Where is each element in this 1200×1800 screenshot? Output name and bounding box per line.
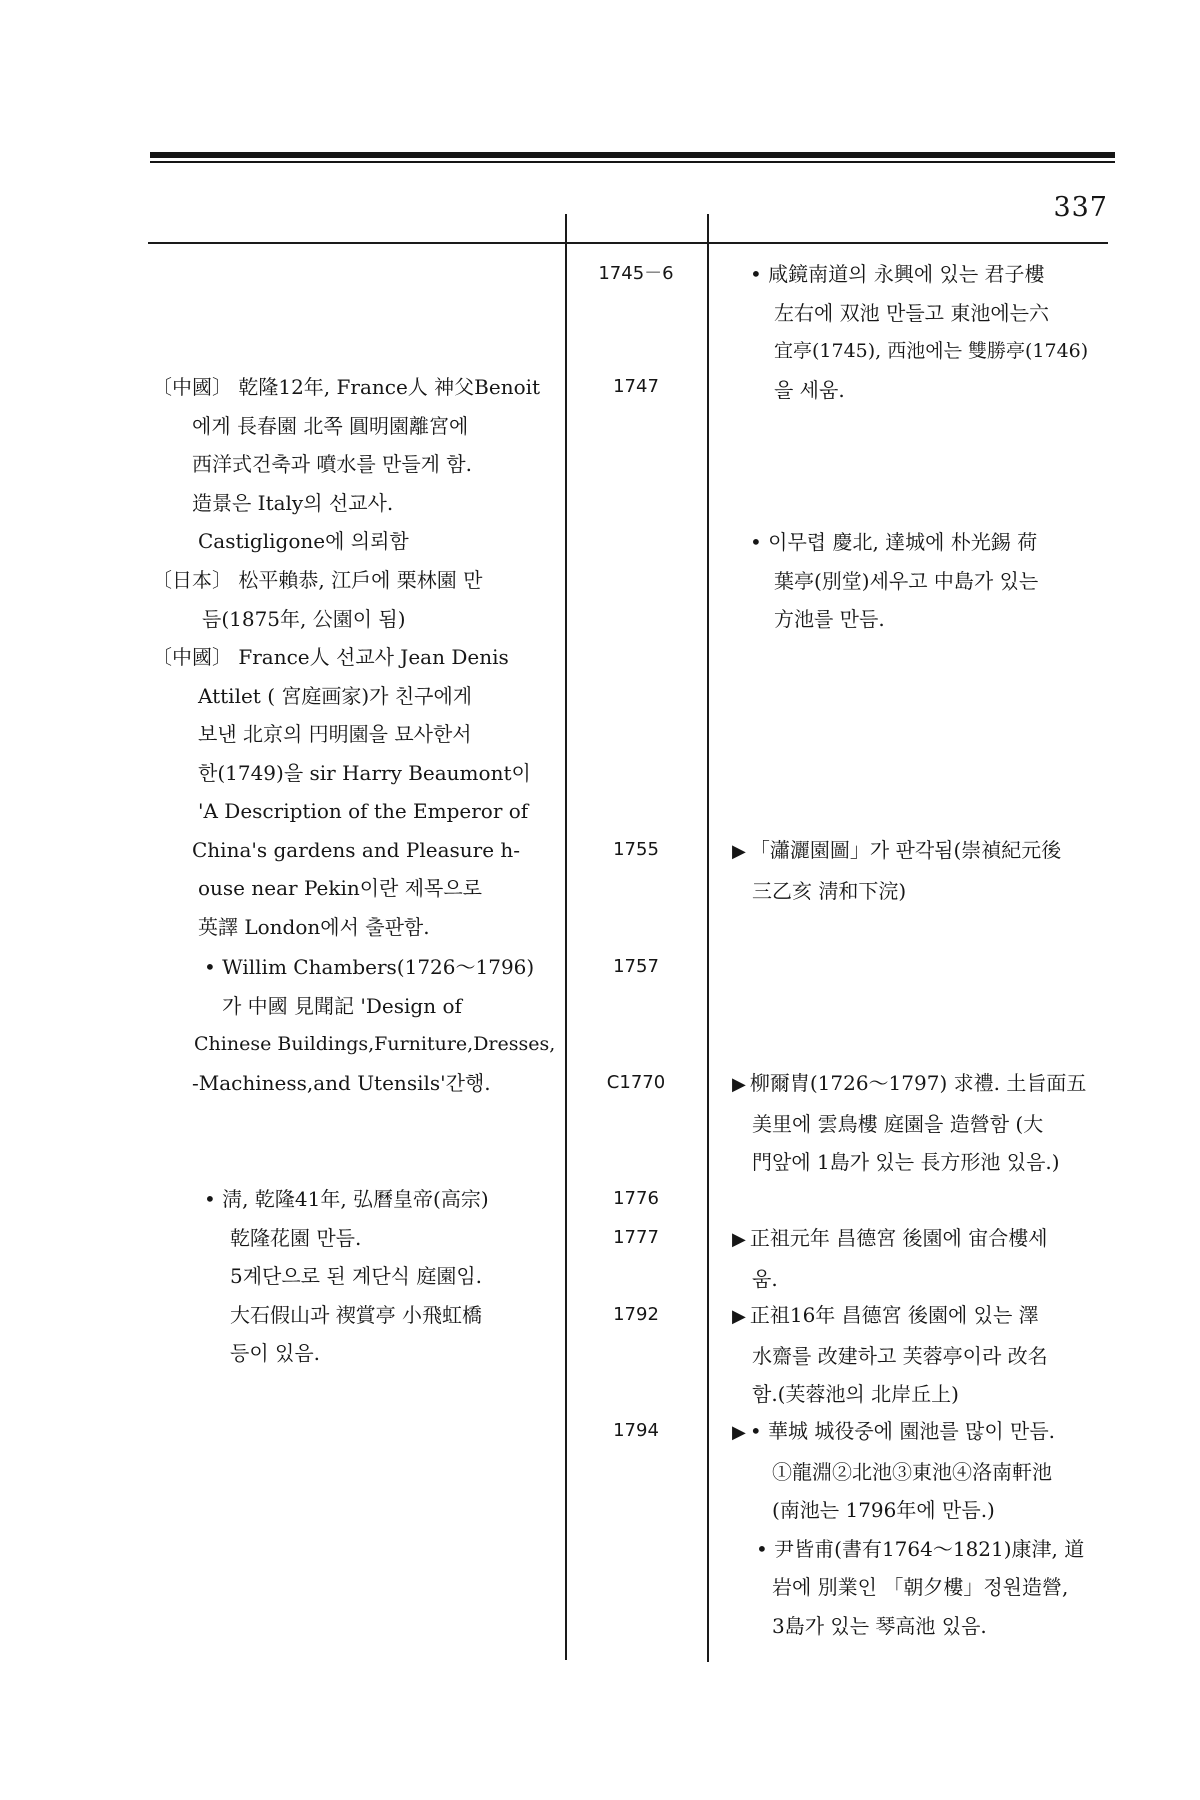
double-rule-thin [150, 161, 1115, 163]
text-line: 'A Description of the Emperor of [198, 799, 529, 823]
right-entry-unjoru [732, 1064, 1086, 1182]
text-line: 〔日本〕 松平賴恭, 江戶에 栗林園 만 [152, 568, 483, 592]
triangle-marker-icon: ▶ [732, 1306, 746, 1327]
left-entry-attiret [152, 638, 531, 946]
text-line [732, 831, 1061, 872]
text-line [732, 1064, 1086, 1105]
text-line: 水齋를 改建하고 芙蓉亭이라 改名 [752, 1343, 1048, 1368]
year-1755: 1755 [613, 839, 659, 860]
text-line [732, 1219, 1048, 1260]
year-1792: 1792 [613, 1304, 659, 1325]
text-line: • 이무렵 慶北, 達城에 朴光錫 荷 [750, 530, 1038, 554]
year-1777: 1777 [613, 1227, 659, 1248]
text-line: 岩에 別業인 「朝夕樓」정원造營, [772, 1575, 1069, 1599]
triangle-marker-icon: ▶ [732, 1229, 746, 1250]
text-line: 美里에 雲鳥樓 庭園을 造營함 (大 [752, 1111, 1044, 1136]
year-1747: 1747 [613, 376, 659, 397]
left-entry-qianlong-garden [152, 1180, 489, 1373]
text-line: • 尹皆甫(書有1764～1821)康津, 道 [756, 1536, 1085, 1561]
text-line: 方池를 만듬. [774, 607, 885, 631]
text-line: 듬(1875年, 公園이 됨) [202, 606, 406, 631]
double-rule-thick [150, 152, 1115, 158]
text-line: 5계단으로 된 계단식 庭園임. [230, 1264, 483, 1288]
right-entry-juhamnu [732, 1219, 1048, 1298]
left-entry-benoit [152, 368, 540, 561]
entry-text: 柳爾胄(1726～1797) 求禮. 土旨面五 [749, 1071, 1087, 1095]
triangle-marker-icon: ▶ [732, 1422, 746, 1443]
text-line: ①龍淵②北池③東池④洛南軒池 [772, 1459, 1052, 1484]
text-line [732, 1296, 1048, 1337]
text-line: (南池는 1796年에 만듬.) [772, 1498, 995, 1522]
triangle-marker-icon: ▶ [732, 1074, 746, 1095]
text-line: 〔中國〕 France人 선교사 Jean Denis [152, 645, 509, 669]
year-1757: 1757 [613, 956, 659, 977]
entry-text: 正祖元年 昌德宮 後園에 宙合樓세 [749, 1226, 1048, 1250]
text-line: 을 세움. [774, 377, 845, 402]
text-line: -Machiness,and Utensils'간행. [192, 1070, 491, 1095]
text-line: 가 中國 見聞記 'Design of [222, 993, 462, 1018]
year-1745: 1745－6 [598, 263, 674, 284]
triangle-marker-icon: ▶ [732, 841, 746, 862]
text-line: • Willim Chambers(1726～1796) [204, 955, 535, 979]
text-line: Castigligone에 의뢰함 [198, 529, 409, 553]
left-entry-chambers [152, 948, 555, 1102]
text-line: • 淸, 乾隆41年, 弘曆皇帝(高宗) [204, 1187, 489, 1211]
text-line: • 咸鏡南道의 永興에 있는 君子樓 [750, 262, 1045, 286]
text-line: 〔中國〕 乾隆12年, France人 神父Benoit [152, 375, 541, 399]
entry-text: 「瀟灑園圖」가 판각됨(崇禎紀元後 [749, 838, 1062, 862]
right-entry-sosoewon [732, 831, 1061, 910]
text-line: 한(1749)을 sir Harry Beaumont이 [198, 760, 531, 785]
right-entry-dalseong [750, 523, 1038, 639]
text-line: China's gardens and Pleasure h- [192, 837, 521, 862]
right-entry-yeongheung [750, 255, 1088, 409]
text-line: ouse near Pekin이란 제목으로 [198, 876, 483, 900]
entry-text: • 華城 城役중에 園池를 많이 만듬. [749, 1419, 1056, 1443]
text-line: Chinese Buildings,Furniture,Dresses, [194, 1033, 556, 1055]
year-c1770: C1770 [606, 1072, 666, 1093]
page-number: 337 [1053, 192, 1108, 223]
entry-text: 正祖16年 昌德宮 後園에 있는 澤 [749, 1303, 1039, 1327]
text-line: 3島가 있는 琴高池 있음. [772, 1613, 987, 1638]
text-line [732, 1412, 1084, 1453]
text-line: 造景은 Italy의 선교사. [192, 490, 394, 515]
text-line: 에게 長春園 北쪽 圓明園離宮에 [192, 413, 469, 438]
header-rule [148, 242, 1108, 244]
text-line: 宜亭(1745), 西池에는 雙勝亭(1746) [774, 340, 1089, 362]
text-line: 大石假山과 禊賞亭 小飛虹橋 [230, 1302, 483, 1327]
text-line: 三乙亥 淸和下浣) [752, 878, 907, 903]
text-line: 함.(芙蓉池의 北岸丘上) [752, 1382, 959, 1406]
text-line: 움. [752, 1266, 778, 1291]
text-line: 門앞에 1島가 있는 長方形池 있음.) [752, 1150, 1060, 1174]
right-entry-hwaseong [732, 1412, 1084, 1645]
year-1794: 1794 [613, 1420, 659, 1441]
year-1776: 1776 [613, 1188, 659, 1209]
text-line: 등이 있음. [230, 1341, 320, 1365]
text-line: 英譯 London에서 출판함. [198, 914, 430, 939]
text-line: 보낸 北京의 円明園을 묘사한서 [198, 722, 472, 746]
text-line: Attilet ( 宮庭画家)가 친구에게 [198, 683, 473, 708]
text-line: 葉亭(別堂)세우고 中島가 있는 [774, 568, 1039, 593]
right-entry-buyongjeong [732, 1296, 1048, 1414]
text-line: 乾隆花園 만듬. [230, 1225, 362, 1250]
text-line: 西洋式건축과 噴水를 만들게 함. [192, 452, 472, 476]
left-entry-ritsurin [152, 561, 482, 638]
text-line: 左右에 双池 만들고 東池에는六 [774, 300, 1049, 325]
column-divider-right [707, 214, 709, 1662]
